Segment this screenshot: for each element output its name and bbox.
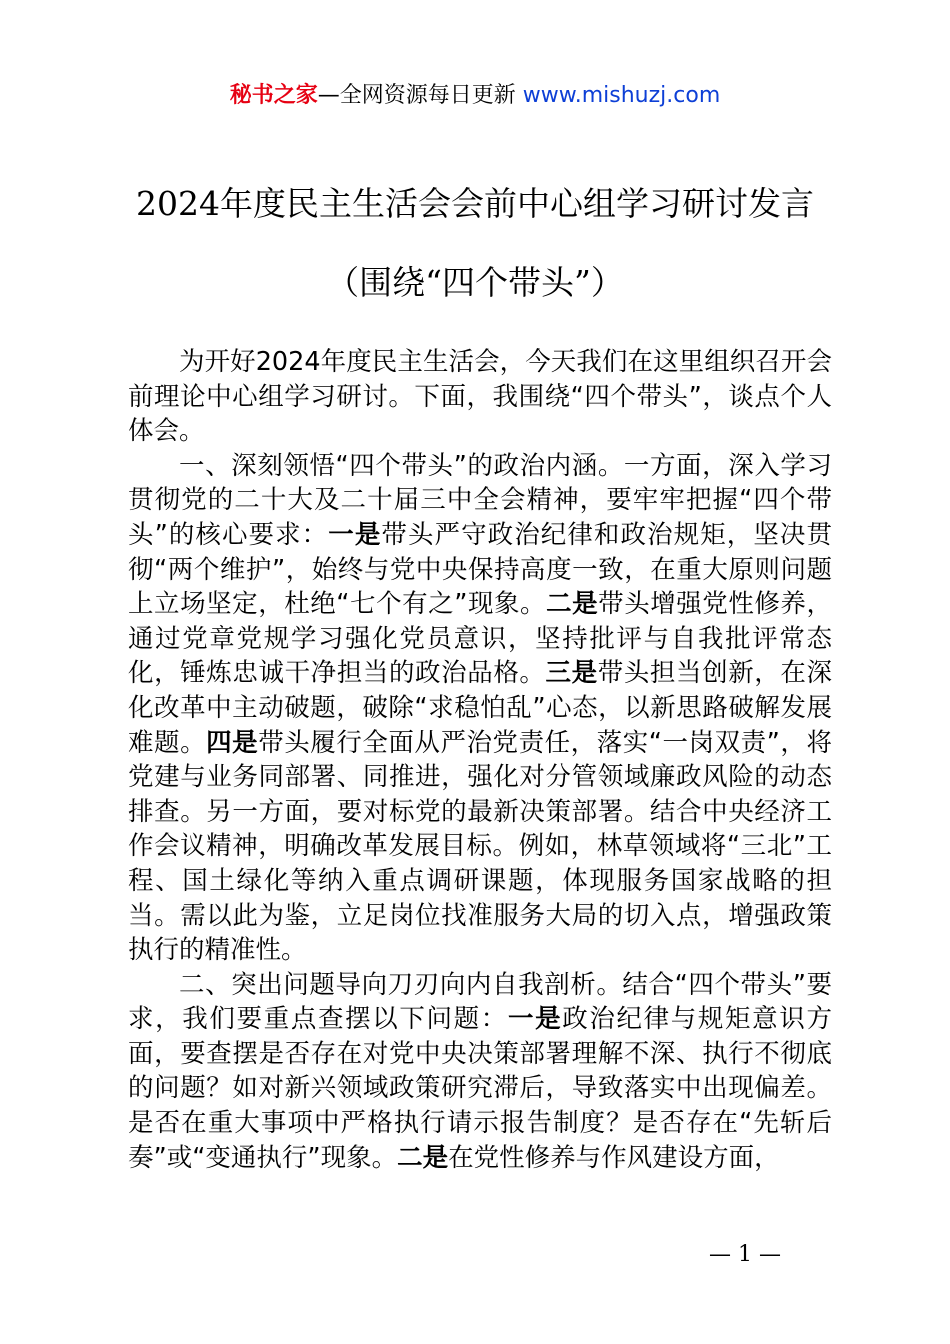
text-run: 一、深刻领悟“四个带头”的政治内涵。一方面，深入学习贯彻党的二十大及二十届三中全会精神，要牢牢把握“四个带头”的核心要求： xyxy=(128,450,832,550)
site-brand: 秘书之家 xyxy=(229,83,318,108)
site-url-link[interactable]: www.mishuzj.com xyxy=(522,83,721,108)
text-run: 为开好2024年度民主生活会，今天我们在这里组织召开会前理论中心组学习研讨。下面，我围绕“四个带头”，谈点个人体会。 xyxy=(128,347,832,447)
bold-lead: 二是 xyxy=(546,589,599,620)
document-title: 2024年度民主生活会会前中心组学习研讨发言（围绕“四个带头”） xyxy=(136,184,814,302)
text-run: 在党性修养与作风建设方面， xyxy=(448,1142,780,1173)
page-number: — 1 — xyxy=(709,1242,781,1267)
paragraph-3 xyxy=(128,968,832,1176)
site-header xyxy=(0,80,950,112)
text-run: 政治纪律与规矩意识方面，要查摆是否存在对党中央决策部署理解不深、执行不彻底的问题？如对新兴领域政策研究滞后，导致落实中出现偏差。是否在重大事项中严格执行请示报告制度？是否存在“先斩后奏”或“变通执行”现象。 xyxy=(128,1004,832,1173)
text-run: 带头增强党性修养，通过党章党规学习强化党员意识，坚持批评与自我批评常态化，锤炼忠诚干净担当的政治品格。 xyxy=(128,589,832,689)
paragraph-1 xyxy=(128,345,832,449)
bold-lead: 二是 xyxy=(397,1142,449,1173)
text-run: 带头严守政治纪律和政治规矩，坚决贯彻“两个维护”，始终与党中央保持高度一致，在重大原则问题上立场坚定，杜绝“七个有之”现象。 xyxy=(128,519,832,620)
text-run: 二、突出问题导向刀刃向内自我剖析。结合“四个带头”要求，我们要重点查摆以下问题： xyxy=(128,969,832,1035)
text-run: 带头履行全面从严治党责任，落实“一岗双责”，将党建与业务同部署、同推进，强化对分管领域廉政风险的动态排查。另一方面，要对标党的最新决策部署。结合中央经济工作会议精神，明确改革发展目标。例如，林草领域将“三北”工程、国土绿化等纳入重点调研课题，体现服务国家战略的担当。需以此为鉴，立足岗位找准服务大局的切入点，增强政策执行的精准性。 xyxy=(128,727,832,966)
bold-lead: 一是 xyxy=(328,519,382,550)
bold-lead: 一是 xyxy=(507,1004,563,1035)
text-run: 带头担当创新，在深化改革中主动破题，破除“求稳怕乱”心态，以新思路破解发展难题。 xyxy=(128,658,832,758)
site-tagline: —全网资源每日更新 xyxy=(317,83,523,108)
document-body xyxy=(128,345,832,1175)
paragraph-2 xyxy=(128,449,832,968)
bold-lead: 三是 xyxy=(545,658,598,689)
bold-lead: 四是 xyxy=(206,727,259,758)
